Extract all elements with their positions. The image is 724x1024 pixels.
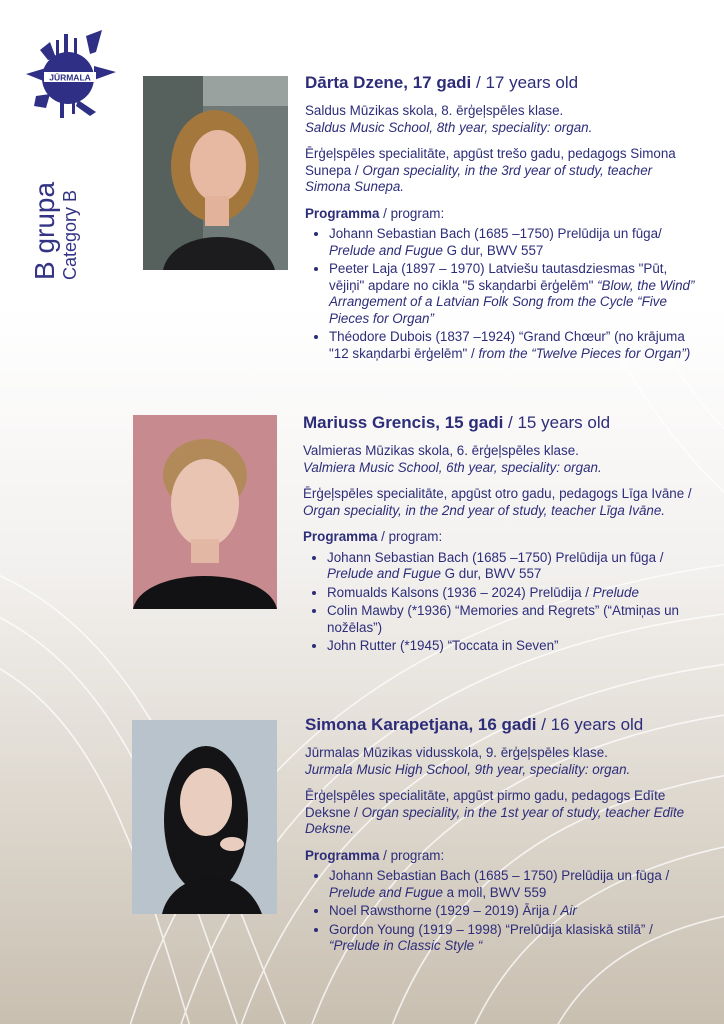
program-item: • Colin Mawby (*1936) “Memories and Regrets” (“Atmiņas un nožēlas”) xyxy=(327,603,698,636)
program-item: • Peeter Laja (1897 – 1970) Latviešu tautasdziesmas "Pūt, vējiņi" apdare no cikla "5 skaņdarbi ērģelēm" “Blow, the Wind” Arrangement of a Latvian Folk Song from the Cycle “Five Pieces for Organ” xyxy=(329,261,700,327)
student-name: Simona Karapetjana, 16 gadi / 16 years old xyxy=(305,715,644,734)
school-info: Saldus Mūzikas skola, 8. ērģeļspēles klase. Saldus Music School, 8th year, speciality: organ. xyxy=(305,103,593,135)
program-list xyxy=(305,226,700,362)
program-item: • Romualds Kalsons (1936 – 2024) Prelūdija / Prelude xyxy=(327,585,698,602)
speciality-info: Ērģeļspēles specialitāte, apgūst otro gadu, pedagogs Līga Ivāne / Organ speciality, in the 2nd year of study, teacher Līga Ivāne. xyxy=(303,486,692,518)
program-item: • John Rutter (*1945) “Toccata in Seven” xyxy=(327,638,698,655)
program-heading: Programma / program: xyxy=(305,847,445,863)
program-item: • Théodore Dubois (1837 –1924) “Grand Chœur” (no krājuma "12 skaņdarbi ērģelēm" / from the “Twelve Pieces for Organ”) xyxy=(329,329,700,362)
student-name: Dārta Dzene, 17 gadi / 17 years old xyxy=(305,73,579,92)
student-card-simona xyxy=(305,715,700,957)
program-heading: Programma / program: xyxy=(303,529,443,544)
student-photo-darta xyxy=(143,76,288,270)
program-item: • Johann Sebastian Bach (1685 –1750) Prelūdija un fūga/ Prelude and Fugue G dur, BWV 557 xyxy=(329,226,700,259)
program-list xyxy=(305,868,700,955)
program-item: • Noel Rawsthorne (1929 – 2019) Ārija / Air xyxy=(329,903,700,920)
student-card-mariuss xyxy=(303,413,698,657)
program-item: • Gordon Young (1919 – 1998) “Prelūdija klasiskā stilā” / “Prelude in Classic Style “ xyxy=(329,922,700,955)
student-card-darta xyxy=(305,73,700,364)
school-info: Valmieras Mūzikas skola, 6. ērģeļspēles klase. Valmiera Music School, 6th year, speciality: organ. xyxy=(303,443,602,475)
student-photo-mariuss xyxy=(133,415,277,609)
program-item: • Johann Sebastian Bach (1685 – 1750) Prelūdija un fūga / Prelude and Fugue a moll, BWV 559 xyxy=(329,868,700,901)
speciality-info: Ērģeļspēles specialitāte, apgūst trešo gadu, pedagogs Simona Sunepa / Organ speciality, in the 3rd year of study, teacher Simona Sunepa. xyxy=(305,146,676,194)
category-side-label xyxy=(30,140,90,280)
logo-text: JŪRMALA xyxy=(49,72,91,83)
program-list xyxy=(303,550,698,655)
school-info: Jūrmalas Mūzikas vidusskola, 9. ērģeļspēles klase. Jurmala Music High School, 9th year, speciality: organ. xyxy=(305,745,631,777)
student-photo-simona xyxy=(132,720,277,914)
group-label: B grupa xyxy=(29,181,60,280)
program-heading: Programma / program: xyxy=(305,205,445,221)
category-label: Category B xyxy=(60,189,80,280)
program-item: • Johann Sebastian Bach (1685 –1750) Prelūdija un fūga / Prelude and Fugue G dur, BWV 557 xyxy=(327,550,698,583)
speciality-info: Ērģeļspēles specialitāte, apgūst pirmo gadu, pedagogs Edīte Deksne / Organ speciality, in the 1st year of study, teacher Edīte Deksne. xyxy=(305,788,685,836)
student-name: Mariuss Grencis, 15 gadi / 15 years old xyxy=(303,413,611,432)
jurmala-logo xyxy=(16,28,124,124)
